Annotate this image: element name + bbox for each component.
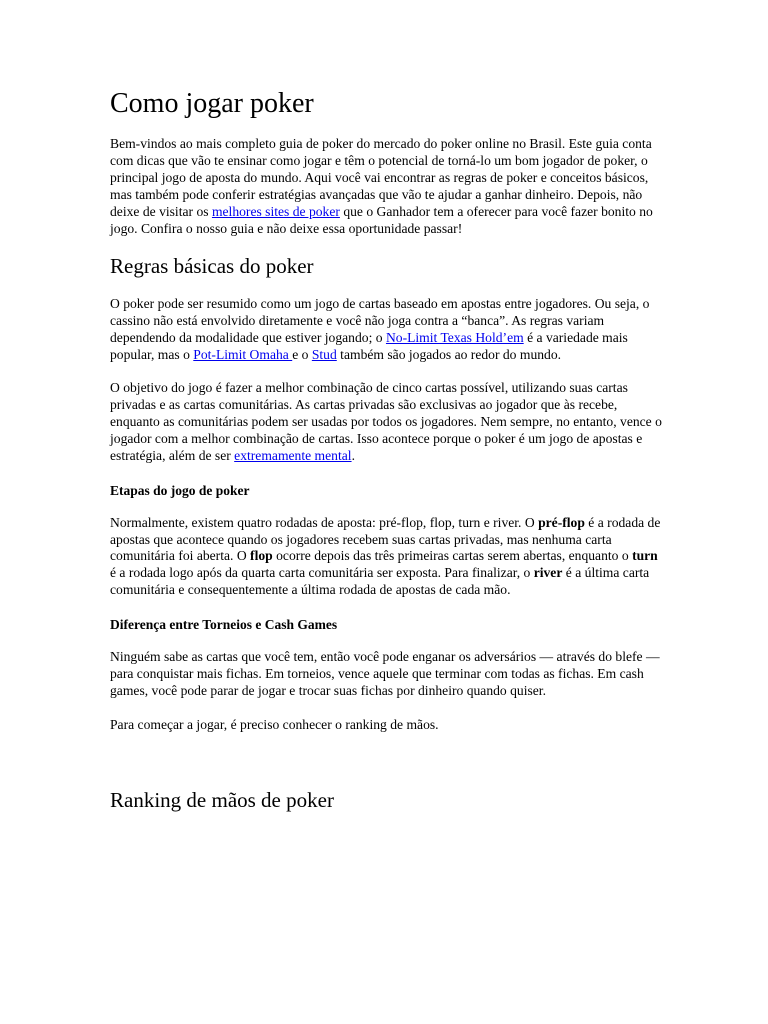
etapas-text: é a rodada de apostas que acontece quando os jogadores recebem suas cartas privadas, mas nenhuma carta comunitária foi aberta. O (110, 514, 661, 564)
river-term: river (533, 565, 563, 581)
regras-text: O poker pode ser resumido como um jogo de cartas baseado em apostas entre jogadores. Ou seja, o cassino não está envolvido diretamente e você não joga contra a “banca”. As regras variam dependendo da modalidade que estiver jogando; o (110, 296, 650, 346)
section-heading-ranking: Ranking de mãos de poker (110, 787, 334, 812)
no-limit-holdem-link[interactable]: No-Limit Texas Hold’em (385, 330, 524, 346)
regras-text: é a variedade mais popular, mas o (110, 330, 628, 363)
regras-paragraph-2 (110, 380, 662, 465)
intro-text-continued: que o Ganhador tem a oferecer para você fazer bonito no jogo. Confira o nosso guia e não deixe essa oportunidade passar! (110, 203, 653, 236)
flop-term: flop (250, 548, 273, 564)
pot-limit-omaha-link[interactable]: Pot-Limit Omaha (193, 347, 293, 363)
etapas-text: é a rodada logo após da quarta carta comunitária ser exposta. Para finalizar, o (110, 565, 534, 581)
intro-text: Bem-vindos ao mais completo guia de poker do mercado do poker online no Brasil. Este guia conta com dicas que vão te ensinar como jogar e têm o potencial de torná-lo um bom jogador de poker, o principal jogo de aposta do mundo. Aqui você vai encontrar as regras de poker e conceitos básicos, mas também pode conferir estratégias avançadas que vão te ajudar a ganhar dinheiro. Depois, não deixe de visitar os (110, 136, 652, 219)
subheading-etapas: Etapas do jogo de poker (110, 482, 250, 498)
regras-paragraph-1 (110, 296, 662, 364)
etapas-paragraph (110, 515, 662, 600)
diferenca-paragraph: Ninguém sabe as cartas que você tem, então você pode enganar os adversários — através do blefe — para conquistar mais fichas. Em torneios, vence aquele que terminar com todas as fichas. Em cash games, você pode parar de jogar e trocar suas fichas por dinheiro quando quiser. (110, 649, 660, 698)
etapas-text: Normalmente, existem quatro rodadas de aposta: pré-flop, flop, turn e river. O (110, 514, 539, 530)
extremamente-mental-link[interactable]: extremamente mental (234, 447, 352, 463)
preflop-term: pré-flop (538, 514, 585, 530)
intro-paragraph (110, 136, 662, 237)
regras-text: . (351, 447, 355, 463)
regras-text: O objetivo do jogo é fazer a melhor combinação de cinco cartas possível, utilizando suas cartas privadas e as cartas comunitárias. As cartas privadas são exclusivas ao jogador que às recebe, enquanto as comunitárias podem ser usadas por todos os jogadores. Nem sempre, no entanto, vence o jogador com a melhor combinação de cartas. Isso acontece porque o poker é um jogo de apostas e estratégia, além de ser (110, 380, 662, 463)
document-page (110, 86, 662, 814)
section-heading-regras: Regras básicas do poker (110, 254, 314, 279)
melhores-sites-link[interactable]: melhores sites de poker (211, 203, 340, 219)
etapas-text: ocorre depois das três primeiras cartas serem abertas, enquanto o (272, 548, 633, 564)
subheading-diferenca: Diferença entre Torneios e Cash Games (110, 617, 338, 633)
stud-link[interactable]: Stud (311, 347, 337, 363)
regras-text: também são jogados ao redor do mundo. (336, 347, 562, 363)
page-title: Como jogar poker (110, 88, 314, 119)
turn-term: turn (632, 548, 658, 564)
ranking-intro-paragraph: Para começar a jogar, é preciso conhecer o ranking de mãos. (110, 716, 439, 732)
regras-text: e o (292, 347, 312, 363)
etapas-text: é a última carta comunitária e consequentemente a última rodada de apostas de cada mão. (110, 565, 650, 598)
